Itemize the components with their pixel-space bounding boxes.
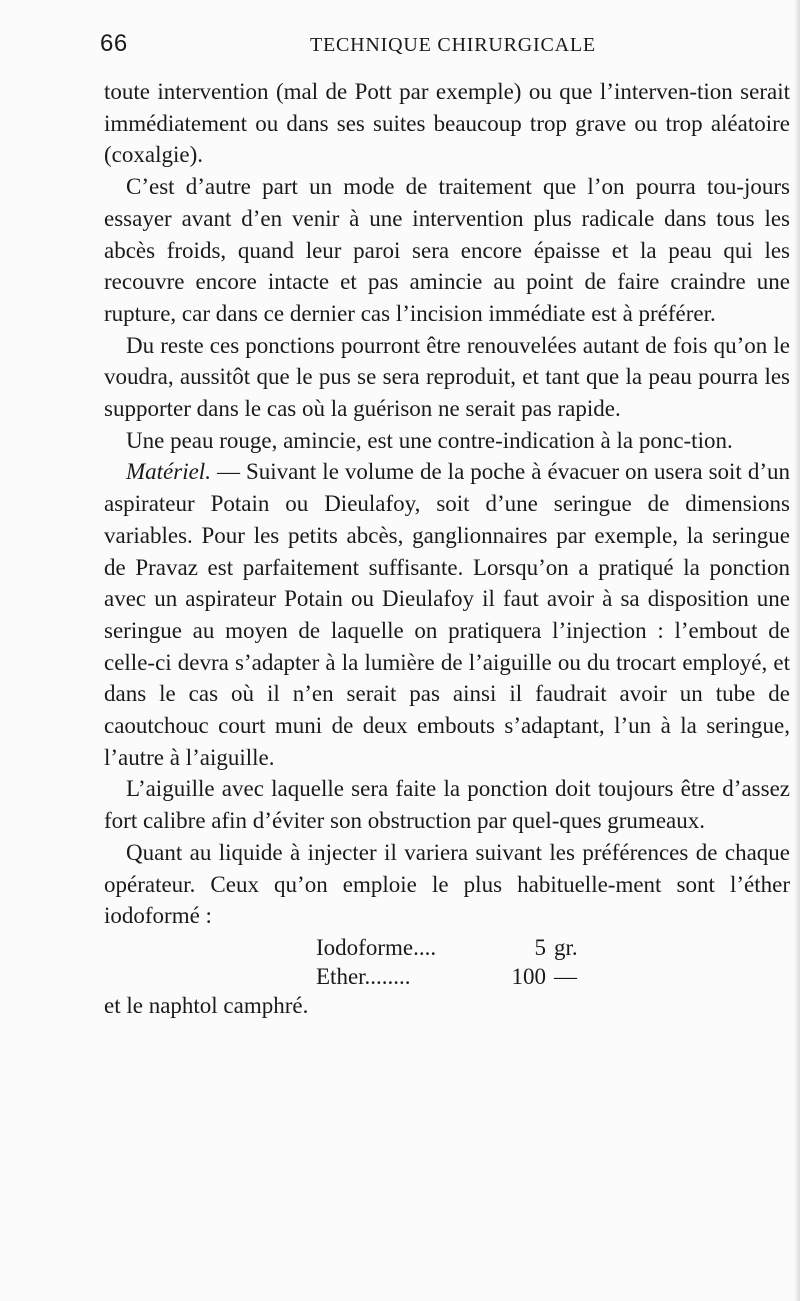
paragraph: L’aiguille avec laquelle sera faite la ponction doit toujours être d’assez fort calibre afin d’éviter son obstruction par quel-ques grumeaux.	[104, 776, 790, 834]
paragraph: C’est d’autre part un mode de traitement que l’on pourra tou-jours essayer avant d’en venir à une intervention plus radicale dans tous les abcès froids, quand leur paroi sera encore épaisse et la peau qui les recouvre encore intacte et pas amincie au point de faire craindre une rupture, car dans ce dernier cas l’incision immédiate est à préférer.	[104, 174, 790, 326]
materiel-heading: Matériel.	[126, 459, 211, 485]
page-number: 66	[100, 30, 128, 57]
formula-unit: —	[554, 963, 577, 989]
formula-ingredient: Ether........	[316, 963, 411, 989]
formula-ingredient: Iodoforme....	[316, 934, 437, 960]
body-text	[104, 76, 790, 1022]
page-header	[100, 30, 792, 60]
paragraph: Quant au liquide à injecter il variera suivant les préférences de chaque opérateur. Ceux qu’on emploie le plus habituelle-ment sont l’éther iodoformé :	[104, 839, 790, 929]
page-edge-shadow	[794, 0, 800, 1301]
running-title: TECHNIQUE CHIRURGICALE	[310, 34, 596, 56]
formula-table	[104, 932, 790, 990]
formula-row	[316, 961, 790, 990]
formula-row	[316, 932, 790, 961]
paragraph: Du reste ces ponctions pourront être renouvelées autant de fois qu’on le voudra, aussitôt que le pus se sera reproduit, et tant que la peau pourra les supporter dans le cas où la guérison ne serait pas rapide.	[104, 332, 790, 422]
materiel-text: — Suivant le volume de la poche à évacuer on usera soit d’un aspirateur Potain ou Dieulafoy, soit d’une seringue de dimensions variables. Pour les petits abcès, ganglionnaires par exemple, la seringue de Pravaz est parfaitement suffisante. Lorsqu’on a pratiqué la ponction avec un aspirateur Potain ou Dieulafoy il faut avoir à sa disposition une seringue au moyen de laquelle on pratiquera l’injection : l’embout de celle-ci devra s’adapter à la lumière de l’aiguille ou du trocart employé, et dans le cas où il n’en serait pas ainsi il faudrait avoir un tube de caoutchouc court muni de deux embouts s’adaptant, l’un à la seringue, l’autre à l’aiguille.	[104, 459, 790, 770]
paragraph: toute intervention (mal de Pott par exemple) ou que l’interven-tion serait immédiatement ou dans ses suites beaucoup trop grave ou trop aléatoire (coxalgie).	[104, 79, 790, 168]
closing-line: et le naphtol camphré.	[104, 992, 309, 1018]
formula-quantity: 5	[534, 934, 546, 960]
paragraph: Une peau rouge, amincie, est une contre-indication à la ponc-tion.	[126, 427, 733, 453]
materiel-paragraph	[104, 456, 790, 773]
formula-quantity: 100	[511, 963, 546, 989]
formula-unit: gr.	[554, 934, 578, 960]
